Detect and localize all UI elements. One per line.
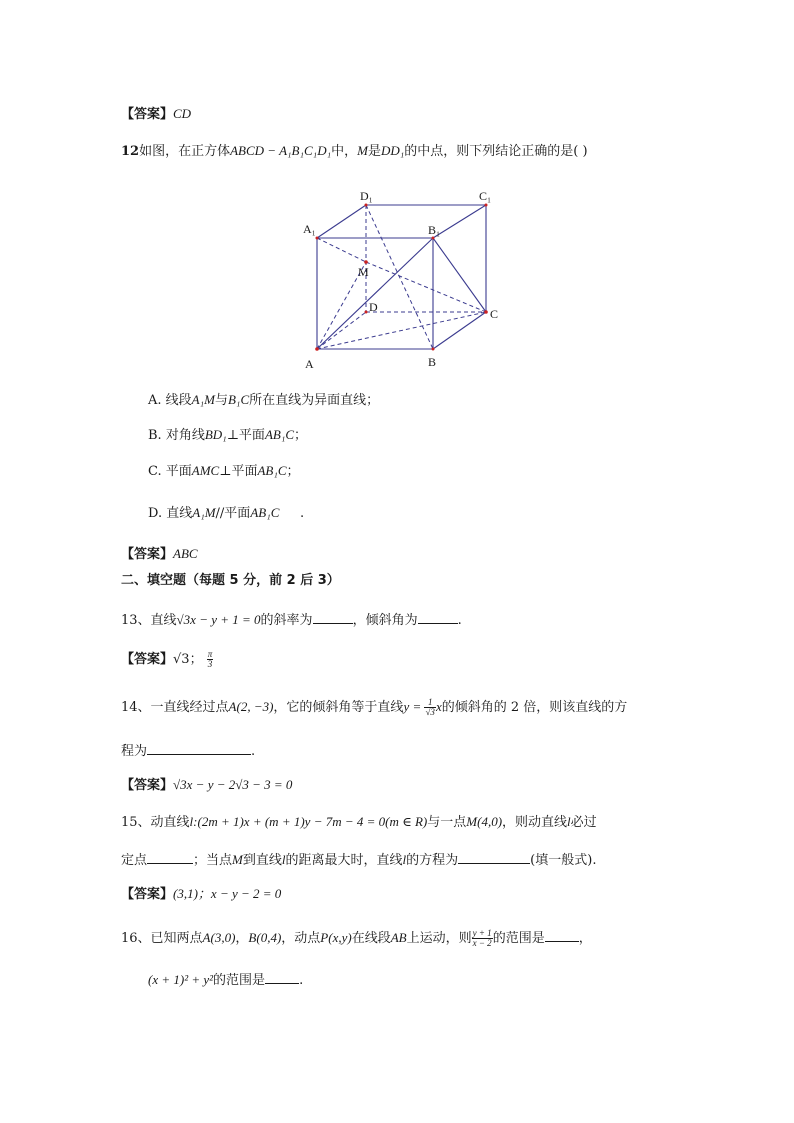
math: A₁M bbox=[191, 392, 215, 407]
answer-value: ABC bbox=[173, 546, 198, 561]
text: ，动点 bbox=[281, 931, 321, 946]
option-c bbox=[148, 462, 300, 481]
math: l bbox=[402, 852, 407, 867]
text: 上运动，则 bbox=[406, 931, 472, 946]
blank[interactable] bbox=[418, 609, 458, 624]
blank[interactable] bbox=[458, 849, 530, 864]
point-a bbox=[315, 347, 319, 351]
question-16-line2 bbox=[148, 969, 303, 990]
text: ； bbox=[286, 464, 300, 479]
math: M bbox=[357, 143, 368, 158]
math: P(x,y) bbox=[320, 930, 352, 945]
text: 到直线 bbox=[242, 853, 282, 868]
text: 与一点 bbox=[427, 815, 467, 830]
answer-value: (3,1)；x − y − 2 = 0 bbox=[173, 886, 282, 901]
blank[interactable] bbox=[147, 849, 193, 864]
text: 所在直线为异面直线； bbox=[249, 393, 380, 408]
label-b: B bbox=[428, 355, 437, 369]
text: 的距离最大时，直线 bbox=[285, 853, 403, 868]
blank[interactable] bbox=[313, 609, 353, 624]
math: B(0,4) bbox=[248, 930, 282, 945]
math: A(2, −3) bbox=[228, 699, 274, 714]
text: 15、动直线 bbox=[121, 815, 190, 830]
question-16-line1 bbox=[121, 927, 592, 948]
text: ⊥平面 bbox=[219, 464, 258, 479]
math: AB₁C bbox=[264, 427, 295, 442]
edge-ad-hidden bbox=[317, 312, 366, 349]
blank[interactable] bbox=[265, 969, 299, 984]
text: 的范围是 bbox=[492, 931, 545, 946]
text: 必过 bbox=[570, 815, 597, 830]
point-a1 bbox=[316, 237, 319, 240]
answer-tag: 【答案】 bbox=[121, 887, 174, 902]
math: BD₁ bbox=[204, 427, 227, 442]
section-heading: 二、填空题（每题 5 分，前 2 后 3） bbox=[121, 573, 340, 588]
question-12-stem bbox=[121, 142, 588, 161]
fraction-numerator: y + 1 bbox=[472, 928, 492, 938]
label-c1: C₁ bbox=[479, 189, 492, 203]
option-a bbox=[148, 391, 379, 410]
answer-tag: 【答案】 bbox=[121, 652, 174, 667]
text: //平面 bbox=[215, 506, 251, 521]
math: M(4,0) bbox=[466, 814, 503, 829]
fraction bbox=[424, 698, 435, 717]
point-b bbox=[432, 348, 435, 351]
text: ， bbox=[578, 931, 592, 946]
question-14-line2 bbox=[121, 740, 255, 761]
text: 14、一直线经过点 bbox=[121, 700, 229, 715]
option-label: C. bbox=[148, 464, 166, 479]
option-label: B. bbox=[148, 428, 166, 443]
point-c bbox=[484, 310, 488, 314]
text: 16、已知两点 bbox=[121, 931, 203, 946]
answer-value: √3； bbox=[173, 652, 203, 667]
fraction-denominator: √3 bbox=[425, 707, 435, 717]
text: 如图，在正方体 bbox=[139, 144, 231, 159]
text: 的倾斜角的 2 倍，则该直线的方 bbox=[441, 700, 628, 715]
point-m bbox=[364, 260, 368, 264]
question-15-line2 bbox=[121, 849, 596, 870]
blank[interactable] bbox=[545, 927, 579, 942]
text: 13、直线 bbox=[121, 613, 177, 628]
label-a: A bbox=[305, 357, 314, 371]
text: 是 bbox=[367, 144, 381, 159]
math: A₁M bbox=[192, 505, 216, 520]
answer-14 bbox=[121, 776, 292, 795]
blank[interactable] bbox=[147, 740, 251, 755]
math: AMC bbox=[191, 463, 220, 478]
text: 中， bbox=[331, 144, 358, 159]
text: 在线段 bbox=[351, 931, 391, 946]
option-b bbox=[148, 426, 307, 445]
label-d1: D₁ bbox=[360, 189, 373, 203]
label-m: M bbox=[358, 265, 369, 279]
text: . bbox=[457, 613, 462, 628]
text: ⊥平面 bbox=[226, 428, 265, 443]
text: 对角线 bbox=[165, 428, 205, 443]
text: ，它的倾斜角等于直线 bbox=[273, 700, 404, 715]
edge-b1c1 bbox=[433, 205, 486, 238]
text: 定点 bbox=[121, 853, 148, 868]
fraction-denominator: 3 bbox=[207, 659, 213, 669]
point-d bbox=[365, 311, 368, 314]
text: ；当点 bbox=[193, 853, 233, 868]
answer-tag: 【答案】 bbox=[121, 778, 174, 793]
text: ， bbox=[235, 931, 249, 946]
text: 线段 bbox=[165, 393, 192, 408]
text: (填一般式). bbox=[530, 853, 597, 868]
option-d bbox=[148, 504, 304, 523]
math: l bbox=[281, 852, 286, 867]
answer-13 bbox=[121, 650, 213, 669]
option-label: A. bbox=[148, 393, 166, 408]
answer-value: CD bbox=[173, 106, 192, 121]
math: AB bbox=[390, 930, 407, 945]
math: y = bbox=[403, 699, 425, 714]
math: AB₁C bbox=[257, 463, 287, 478]
question-14-line1 bbox=[121, 698, 627, 717]
point-d1 bbox=[365, 204, 368, 207]
math: DD₁ bbox=[380, 143, 405, 158]
text: . bbox=[251, 744, 256, 759]
text: 平面 bbox=[165, 464, 192, 479]
text: . bbox=[279, 506, 305, 521]
answer-12 bbox=[121, 545, 198, 564]
text: 的方程为 bbox=[406, 853, 459, 868]
text: ，则动直线 bbox=[502, 815, 568, 830]
fraction bbox=[207, 650, 214, 669]
label-d: D bbox=[369, 300, 378, 314]
text: ，倾斜角为 bbox=[352, 613, 418, 628]
math: B₁C bbox=[227, 392, 250, 407]
answer-value: √3x − y − 2√3 − 3 = 0 bbox=[173, 777, 293, 792]
cube-figure bbox=[296, 184, 506, 374]
edge-a1d1 bbox=[317, 205, 366, 238]
label-a1: A₁ bbox=[303, 222, 316, 236]
fraction-numerator: π bbox=[207, 649, 213, 659]
point-c1 bbox=[485, 204, 488, 207]
fraction-numerator: 1 bbox=[424, 698, 435, 708]
question-number: 12 bbox=[121, 144, 140, 159]
answer-15 bbox=[121, 885, 281, 904]
question-13 bbox=[121, 609, 462, 630]
text: 程为 bbox=[121, 744, 148, 759]
math: M bbox=[232, 852, 243, 867]
text: ； bbox=[294, 428, 308, 443]
fraction-denominator: x − 2 bbox=[472, 938, 492, 948]
math: √3x − y + 1 = 0 bbox=[176, 612, 261, 627]
question-15-line1 bbox=[121, 813, 597, 832]
math: AB₁C bbox=[250, 505, 280, 520]
fraction bbox=[472, 929, 493, 948]
text: 的斜率为 bbox=[260, 613, 313, 628]
segment-ac bbox=[317, 312, 486, 349]
segment-bd1 bbox=[366, 205, 433, 349]
edge-bc bbox=[433, 312, 486, 349]
label-c: C bbox=[490, 307, 499, 321]
segment-a1m bbox=[317, 238, 366, 262]
option-label: D. bbox=[148, 506, 167, 521]
text: 与 bbox=[214, 393, 228, 408]
math: A(3,0) bbox=[202, 930, 236, 945]
answer-tag: 【答案】 bbox=[121, 107, 174, 122]
answer-11 bbox=[121, 105, 191, 124]
math: l bbox=[567, 814, 571, 829]
math: l:(2m + 1)x + (m + 1)y − 7m − 4 = 0(m ∈ R) bbox=[189, 814, 428, 829]
math: x bbox=[435, 699, 442, 714]
math: ABCD − A₁B₁C₁D₁ bbox=[230, 143, 332, 158]
text: 直线 bbox=[166, 506, 193, 521]
text: 的范围是 bbox=[213, 973, 266, 988]
math: (x + 1)² + y² bbox=[148, 972, 214, 987]
label-b1: B₁ bbox=[428, 223, 441, 237]
text: . bbox=[299, 973, 304, 988]
text: 的中点，则下列结论正确的是( ) bbox=[404, 144, 588, 159]
segment-ab1 bbox=[317, 238, 433, 349]
answer-tag: 【答案】 bbox=[121, 547, 174, 562]
